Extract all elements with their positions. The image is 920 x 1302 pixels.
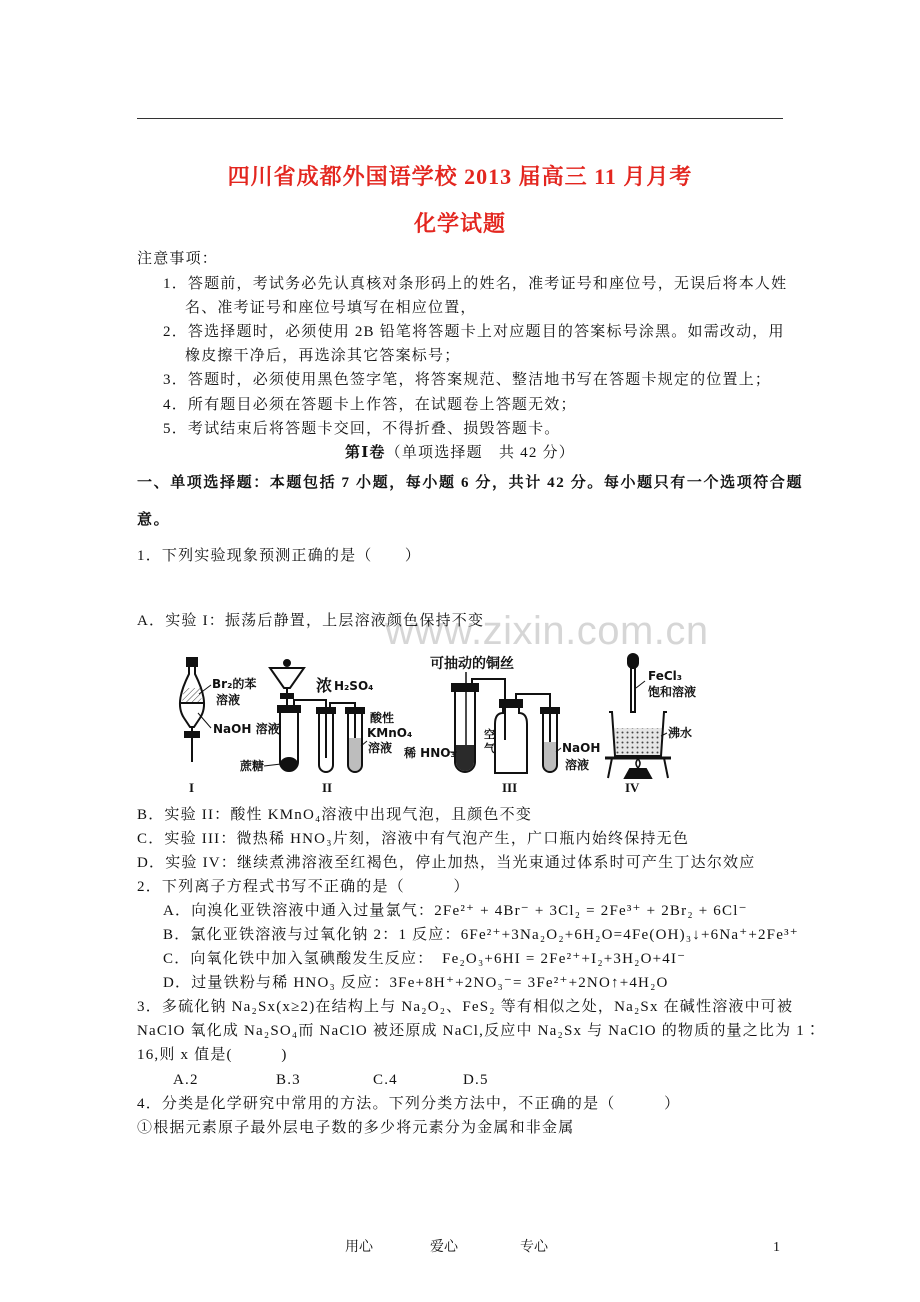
label-air-2: 气	[484, 742, 495, 755]
question-4-statement-1: ①根据元素原子最外层电子数的多少将元素分为金属和非金属	[137, 1120, 575, 1136]
section-heading	[345, 441, 575, 465]
question-1-option-c: C．实验 III：微热稀 HNO₃片刻，溶液中有气泡产生，广口瓶内始终保持无色	[137, 831, 690, 847]
boiling-water	[614, 728, 662, 755]
footer-motto-3: 专心	[520, 1240, 548, 1255]
question-3-option-b: B.3	[276, 1072, 301, 1088]
notice-item-3: 3．答题时，必须使用黑色签字笔，将答案规范、整洁地书写在答题卡规定的位置上；	[163, 372, 772, 388]
label-sucrose: 蔗糖	[240, 759, 265, 773]
nitric-acid-liquid	[456, 745, 474, 771]
question-2-option-c: C．向氧化铁中加入氢碘酸发生反应： Fe₂O₃+6HI = 2Fe²⁺+I₂+3H₂O+4I⁻	[163, 951, 687, 967]
watermark: www.zixin.com.cn	[385, 609, 709, 653]
sugar-blob	[281, 758, 297, 770]
label-br2-benzene: Br₂的苯	[212, 677, 257, 691]
footer-motto-1: 用心	[345, 1240, 373, 1255]
apparatus-3-copper-nitric-acid	[448, 672, 561, 773]
label-fecl3: FeCl₃	[648, 669, 683, 683]
dropper-bulb	[628, 654, 638, 668]
dropper-tube	[631, 668, 635, 712]
label-acidic: 酸性	[370, 711, 395, 725]
section-label: 第Ⅰ卷	[345, 445, 386, 461]
kmno4-liquid	[349, 738, 361, 771]
tube-stopper	[317, 708, 335, 713]
section-instruction-cont: 意。	[137, 512, 171, 528]
experiment-figure	[170, 650, 770, 800]
footer-motto-2: 爱心	[430, 1240, 458, 1255]
funnel-stopper	[187, 658, 197, 666]
pointer-line	[264, 764, 281, 766]
question-3-stem-cont: NaClO 氧化成 Na₂SO₄而 NaClO 被还原成 NaCl,反应中 Na₂Sx 与 NaClO 的物质的量之比为 1∶	[137, 1023, 822, 1039]
question-3-option-c: C.4	[373, 1072, 398, 1088]
apparatus-1-separatory-funnel	[180, 658, 211, 762]
label-concentrated: 浓	[316, 676, 333, 695]
upper-layer	[182, 688, 202, 703]
tripod-leg	[664, 758, 668, 778]
label-air-1: 空	[484, 728, 495, 741]
funnel-stopcock	[281, 694, 293, 698]
burner	[625, 769, 651, 778]
label-dilute-hno3: 稀 HNO₃	[404, 746, 456, 760]
label-boiling-water: 沸水	[668, 726, 693, 740]
question-2-option-a: A．向溴化亚铁溶液中通入过量氯气：2Fe²⁺ + 4Br⁻ + 3Cl₂ = 2Fe³⁺ + 2Br₂ + 6Cl⁻	[163, 903, 748, 919]
section-detail: （单项选择题 共 42 分）	[385, 445, 575, 461]
question-2-option-d: D．过量铁粉与稀 HNO₃ 反应：3Fe+8H⁺+2NO₃⁻= 3Fe²⁺+2NO↑+4H₂O	[163, 975, 669, 991]
notice-item-2: 2．答选择题时，必须使用 2B 铅笔将答题卡上对应题目的答案标号涂黑。如需改动，用	[163, 324, 785, 340]
page-number: 1	[773, 1240, 780, 1255]
label-solution: 溶液	[565, 758, 590, 772]
flame	[636, 759, 640, 768]
question-3-stem-end: 16,则 x 值是( )	[137, 1047, 288, 1063]
question-3-option-d: D.5	[463, 1072, 489, 1088]
dropping-funnel	[270, 668, 304, 688]
tube-stopper	[346, 708, 364, 713]
notice-item-4: 4．所有题目必须在答题卡上作答，在试题卷上答题无效；	[163, 397, 577, 413]
question-3-option-a: A.2	[173, 1072, 199, 1088]
tube-stopper	[541, 708, 559, 713]
tube-stopper	[452, 684, 478, 691]
section-instruction: 一、单项选择题：本题包括 7 小题，每小题 6 分，共计 42 分。每小题只有一个选项符合题	[137, 475, 804, 491]
numeral-1: I	[189, 780, 195, 795]
exam-subtitle: 化学试题	[413, 211, 506, 236]
label-saturated-solution: 饱和溶液	[648, 685, 697, 699]
question-1-option-a: A．实验 I：振荡后静置，上层溶液颜色保持不变	[137, 613, 485, 629]
funnel-knob	[284, 660, 290, 666]
question-1-stem: 1．下列实验现象预测正确的是（ ）	[137, 548, 422, 564]
pointer-line	[636, 681, 645, 688]
exam-title: 四川省成都外国语学校 2013 届高三 11 月月考	[227, 164, 693, 189]
question-4-stem: 4．分类是化学研究中常用的方法。下列分类方法中，不正确的是（ ）	[137, 1096, 681, 1112]
question-3-stem: 3．多硫化钠 Na₂Sx(x≥2)在结构上与 Na₂O₂、FeS₂ 等有相似之处，Na₂Sx 在碱性溶液中可被	[137, 999, 794, 1015]
tube-stopper	[278, 706, 300, 712]
wide-mouth-bottle	[495, 707, 527, 773]
numeral-4: IV	[625, 780, 640, 795]
question-1-option-b: B．实验 II：酸性 KMnO₄溶液中出现气泡，且颜色不变	[137, 807, 533, 823]
label-kmno4: KMnO₄	[367, 726, 413, 740]
naoh-liquid	[544, 742, 556, 771]
label-h2so4: H₂SO₄	[334, 679, 374, 693]
label-naoh-solution: NaOH 溶液	[213, 722, 280, 736]
notice-item-5: 5．考试结束后将答题卡交回，不得折叠、损毁答题卡。	[163, 421, 561, 437]
notice-item-1-cont: 名、准考证号和座位号填写在相应位置，	[185, 300, 477, 316]
numeral-3: III	[502, 780, 518, 795]
question-2-stem: 2．下列离子方程式书写不正确的是（ ）	[137, 879, 470, 895]
pointer-line	[198, 713, 211, 728]
label-solution: 溶液	[216, 693, 241, 707]
label-movable-copper-wire: 可抽动的铜丝	[430, 656, 514, 672]
question-1-option-d: D．实验 IV：继续煮沸溶液至红褐色，停止加热，当光束通过体系时可产生丁达尔效应	[137, 855, 756, 871]
notice-item-1: 1．答题前，考试务必先认真核对条形码上的姓名，准考证号和座位号，无误后将本人姓	[163, 276, 788, 292]
notice-item-2-cont: 橡皮擦干净后，再选涂其它答案标号；	[185, 348, 461, 364]
label-solution: 溶液	[368, 741, 393, 755]
label-naoh: NaOH	[562, 741, 601, 755]
numeral-2: II	[322, 780, 333, 795]
question-2-option-b: B．氯化亚铁溶液与过氧化钠 2：1 反应：6Fe²⁺+3Na₂O₂+6H₂O=4Fe(OH)₃↓+6Na⁺+2Fe³⁺	[163, 927, 799, 943]
notice-heading: 注意事项：	[137, 251, 219, 267]
bottle-stopper	[500, 700, 522, 707]
tripod-leg	[608, 758, 612, 778]
top-rule	[137, 118, 783, 119]
